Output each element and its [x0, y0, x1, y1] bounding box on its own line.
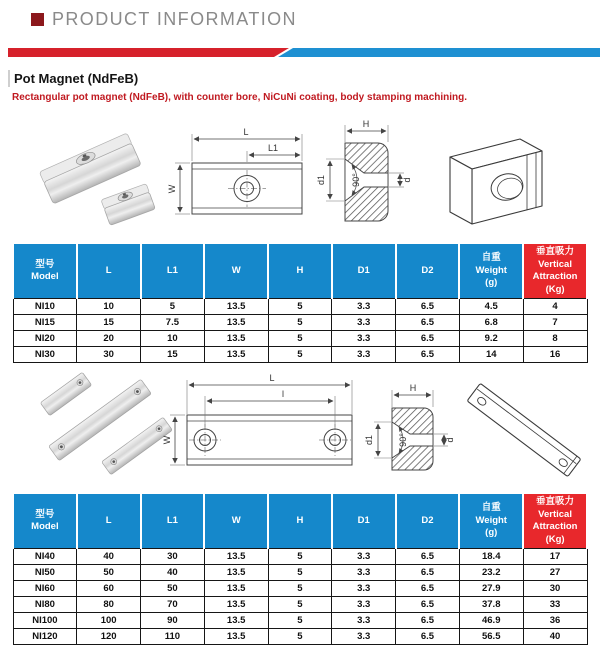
column-header: D2 [396, 243, 460, 299]
table-row [13, 629, 587, 645]
value-cell: 90 [141, 613, 205, 629]
column-header: 型号 Model [13, 243, 77, 299]
column-header: D2 [396, 493, 460, 549]
value-cell: 3.3 [332, 299, 396, 315]
value-cell: 100 [77, 613, 141, 629]
value-cell: 15 [77, 315, 141, 331]
column-header: 型号 Model [13, 493, 77, 549]
label-d1: d1 [316, 174, 326, 186]
drawing-bar-cross-section [364, 383, 455, 470]
column-header: L1 [141, 493, 205, 549]
value-cell: 5 [268, 613, 332, 629]
value-cell: 46.9 [459, 613, 523, 629]
value-cell: 70 [141, 597, 205, 613]
value-cell: 30 [141, 549, 205, 565]
diagram-bar-pot-magnet [0, 372, 600, 492]
value-cell: 13.5 [204, 549, 268, 565]
model-cell: NI30 [13, 347, 77, 363]
spec-table-large-magnets [12, 492, 588, 645]
label-angle: 90° [398, 433, 408, 447]
page-title: PRODUCT INFORMATION [52, 9, 297, 29]
value-cell: 3.3 [332, 315, 396, 331]
value-cell: 50 [77, 565, 141, 581]
label-d: d [445, 437, 455, 443]
value-cell: 13.5 [204, 315, 268, 331]
value-cell: 33 [523, 597, 587, 613]
value-cell: 5 [268, 549, 332, 565]
label-L1: L1 [267, 143, 279, 153]
label-d: d [402, 177, 412, 183]
value-cell: 6.5 [396, 613, 460, 629]
label-W: W [162, 435, 172, 445]
value-cell: 23.2 [459, 565, 523, 581]
value-cell: 6.5 [396, 331, 460, 347]
value-cell: 13.5 [204, 565, 268, 581]
value-cell: 6.5 [396, 347, 460, 363]
value-cell: 6.5 [396, 315, 460, 331]
model-cell: NI100 [13, 613, 77, 629]
value-cell: 37.8 [459, 597, 523, 613]
divider-bar [0, 48, 600, 57]
label-W: W [167, 184, 177, 194]
table-row [13, 331, 587, 347]
column-header: W [204, 493, 268, 549]
column-header: H [268, 243, 332, 299]
diagram-small-pot-magnet [0, 112, 600, 240]
model-cell: NI80 [13, 597, 77, 613]
column-header: H [268, 493, 332, 549]
page-header [31, 9, 297, 30]
model-cell: NI10 [13, 299, 77, 315]
column-header: L [77, 243, 141, 299]
value-cell: 6.5 [396, 629, 460, 645]
value-cell: 3.3 [332, 597, 396, 613]
value-cell: 5 [268, 331, 332, 347]
value-cell: 6.5 [396, 549, 460, 565]
drawing-3d-block [450, 139, 542, 224]
table-row [13, 597, 587, 613]
value-cell: 13.5 [204, 347, 268, 363]
value-cell: 6.5 [396, 581, 460, 597]
table-row [13, 613, 587, 629]
model-cell: NI40 [13, 549, 77, 565]
value-cell: 30 [77, 347, 141, 363]
column-header: 自重 Weight (g) [459, 493, 523, 549]
value-cell: 6.5 [396, 299, 460, 315]
column-header: D1 [332, 493, 396, 549]
label-L: L [269, 373, 275, 383]
header-row [13, 493, 587, 549]
value-cell: 5 [268, 299, 332, 315]
value-cell: 5 [141, 299, 205, 315]
column-header: W [204, 243, 268, 299]
value-cell: 7 [523, 315, 587, 331]
label-H: H [362, 119, 370, 129]
value-cell: 18.4 [459, 549, 523, 565]
column-header: 垂直吸力 Vertical Attraction (Kg) [523, 243, 587, 299]
value-cell: 110 [141, 629, 205, 645]
value-cell: 30 [523, 581, 587, 597]
value-cell: 4 [523, 299, 587, 315]
label-L: L [243, 127, 249, 137]
value-cell: 14 [459, 347, 523, 363]
spec-table-small-magnets [12, 242, 588, 363]
value-cell: 56.5 [459, 629, 523, 645]
label-d1: d1 [364, 434, 374, 446]
label-angle: 90° [351, 173, 361, 187]
value-cell: 27.9 [459, 581, 523, 597]
value-cell: 60 [77, 581, 141, 597]
value-cell: 13.5 [204, 581, 268, 597]
divider-blue-segment [278, 48, 600, 57]
value-cell: 40 [141, 565, 205, 581]
value-cell: 3.3 [332, 613, 396, 629]
value-cell: 3.3 [332, 331, 396, 347]
column-header: D1 [332, 243, 396, 299]
value-cell: 5 [268, 565, 332, 581]
value-cell: 20 [77, 331, 141, 347]
value-cell: 5 [268, 581, 332, 597]
value-cell: 10 [141, 331, 205, 347]
divider-red-segment [8, 48, 289, 57]
value-cell: 6.5 [396, 597, 460, 613]
value-cell: 5 [268, 629, 332, 645]
value-cell: 15 [141, 347, 205, 363]
value-cell: 27 [523, 565, 587, 581]
value-cell: 5 [268, 347, 332, 363]
column-header: 自重 Weight (g) [459, 243, 523, 299]
value-cell: 10 [77, 299, 141, 315]
value-cell: 9.2 [459, 331, 523, 347]
value-cell: 13.5 [204, 629, 268, 645]
value-cell: 6.8 [459, 315, 523, 331]
label-H: H [409, 383, 417, 393]
header-accent-square-icon [31, 13, 44, 26]
value-cell: 17 [523, 549, 587, 565]
drawing-top-view [192, 163, 302, 214]
model-cell: NI120 [13, 629, 77, 645]
value-cell: 3.3 [332, 629, 396, 645]
value-cell: 40 [77, 549, 141, 565]
value-cell: 36 [523, 613, 587, 629]
value-cell: 5 [268, 315, 332, 331]
photo-pot-magnets [39, 133, 155, 225]
value-cell: 80 [77, 597, 141, 613]
value-cell: 4.5 [459, 299, 523, 315]
drawing-bar-top-view [187, 415, 352, 465]
section-description: Rectangular pot magnet (NdFeB), with counter bore, NiCuNi coating, body stamping machining. [12, 92, 468, 103]
value-cell: 3.3 [332, 581, 396, 597]
value-cell: 13.5 [204, 299, 268, 315]
model-cell: NI20 [13, 331, 77, 347]
value-cell: 3.3 [332, 347, 396, 363]
column-header: L1 [141, 243, 205, 299]
model-cell: NI60 [13, 581, 77, 597]
dimensions-bar-top-view [162, 373, 352, 465]
table-row [13, 581, 587, 597]
drawing-3d-bar [467, 383, 581, 476]
value-cell: 13.5 [204, 597, 268, 613]
table-row [13, 549, 587, 565]
drawing-cross-section [316, 119, 412, 221]
value-cell: 8 [523, 331, 587, 347]
model-cell: NI15 [13, 315, 77, 331]
column-header: 垂直吸力 Vertical Attraction (Kg) [523, 493, 587, 549]
value-cell: 3.3 [332, 549, 396, 565]
value-cell: 5 [268, 597, 332, 613]
model-cell: NI50 [13, 565, 77, 581]
table-row [13, 299, 587, 315]
dimensions-top-view [167, 127, 302, 214]
value-cell: 40 [523, 629, 587, 645]
table-row [13, 565, 587, 581]
section-title: Pot Magnet (NdFeB) [8, 70, 138, 87]
label-l: l [282, 389, 284, 399]
value-cell: 13.5 [204, 331, 268, 347]
table-row [13, 347, 587, 363]
photo-bar-magnets [40, 372, 172, 475]
value-cell: 7.5 [141, 315, 205, 331]
value-cell: 50 [141, 581, 205, 597]
column-header: L [77, 493, 141, 549]
table-row [13, 315, 587, 331]
value-cell: 6.5 [396, 565, 460, 581]
value-cell: 16 [523, 347, 587, 363]
value-cell: 13.5 [204, 613, 268, 629]
header-row [13, 243, 587, 299]
value-cell: 120 [77, 629, 141, 645]
value-cell: 3.3 [332, 565, 396, 581]
